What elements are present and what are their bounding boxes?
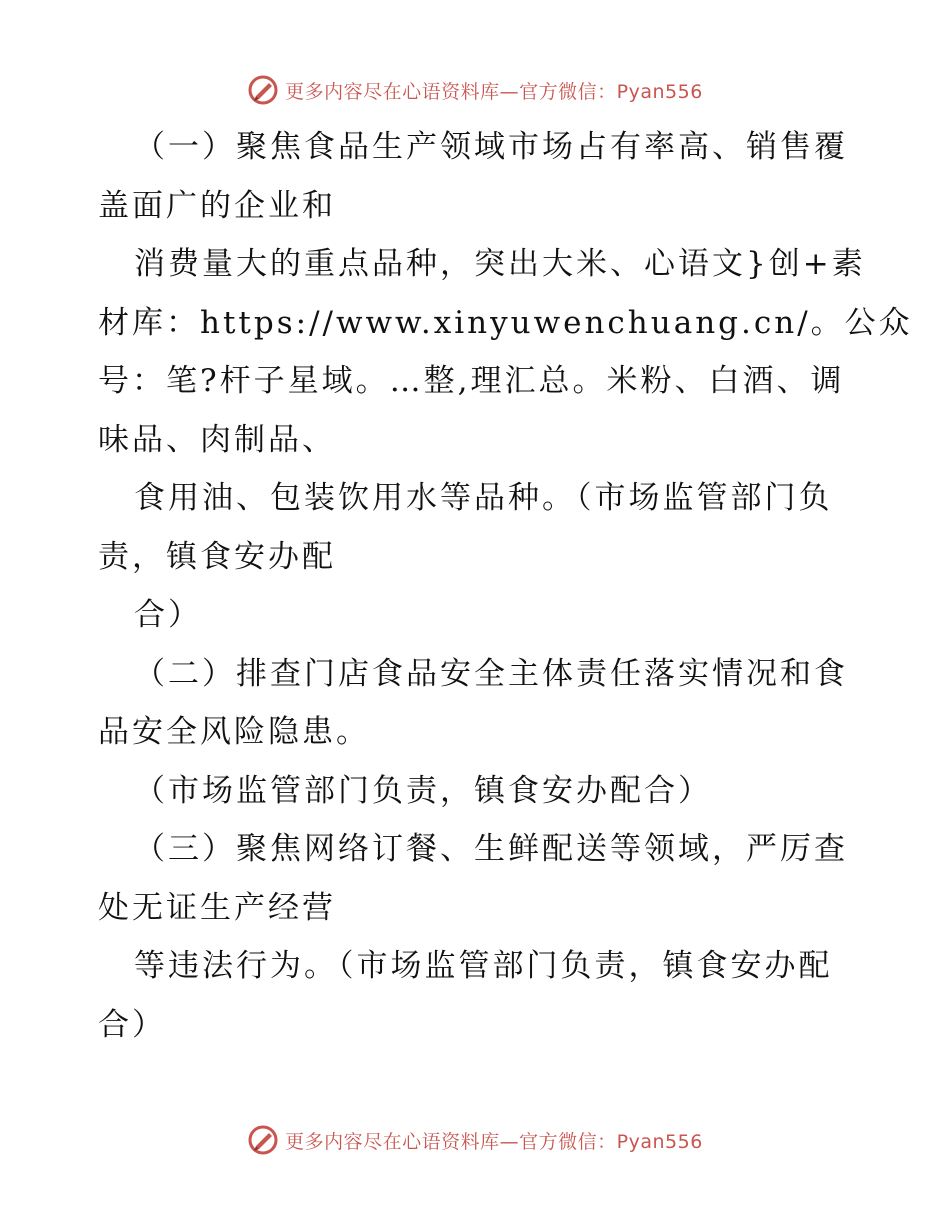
pen-logo-icon — [247, 1124, 279, 1156]
paragraph-line: 责，镇食安办配 — [98, 538, 336, 575]
paragraph-line: 材库：https://www.xinyuwenchuang.cn/。公众 — [98, 304, 913, 341]
paragraph-line: 盖面广的企业和 — [98, 187, 336, 224]
paragraph-line: 合） — [98, 1006, 166, 1043]
paragraph-line: 消费量大的重点品种，突出大米、心语文}创+素 — [134, 246, 866, 282]
paragraph-line: 味品、肉制品、 — [98, 421, 336, 458]
banner-text: 更多内容尽在心语资料库—官方微信：Pyan556 — [285, 80, 703, 103]
paragraph-line: 等违法行为。（市场监管部门负责，镇食安办配 — [134, 948, 833, 984]
paragraph-line: 处无证生产经营 — [98, 889, 336, 926]
paragraph-line: （市场监管部门负责，镇食安办配合） — [134, 772, 712, 809]
footer-banner — [0, 1120, 950, 1160]
paragraph-line: （一）聚焦食品生产领域市场占有率高、销售覆 — [134, 129, 848, 165]
header-banner — [0, 70, 950, 110]
banner-text: 更多内容尽在心语资料库—官方微信：Pyan556 — [285, 1130, 703, 1153]
paragraph-line: 号：笔?杆子星域。…整,理汇总。米粉、白酒、调 — [98, 363, 845, 399]
pen-logo-icon — [247, 74, 279, 106]
paragraph-line: 品安全风险隐患。 — [98, 714, 370, 750]
paragraph-line: 合） — [134, 597, 202, 633]
paragraph-line: （三）聚焦网络订餐、生鲜配送等领域，严厉查 — [134, 831, 848, 867]
paragraph-line: 食用油、包装饮用水等品种。（市场监管部门负 — [134, 480, 833, 516]
paragraph-line: （二）排查门店食品安全主体责任落实情况和食 — [134, 655, 848, 692]
document-body — [98, 118, 913, 1054]
